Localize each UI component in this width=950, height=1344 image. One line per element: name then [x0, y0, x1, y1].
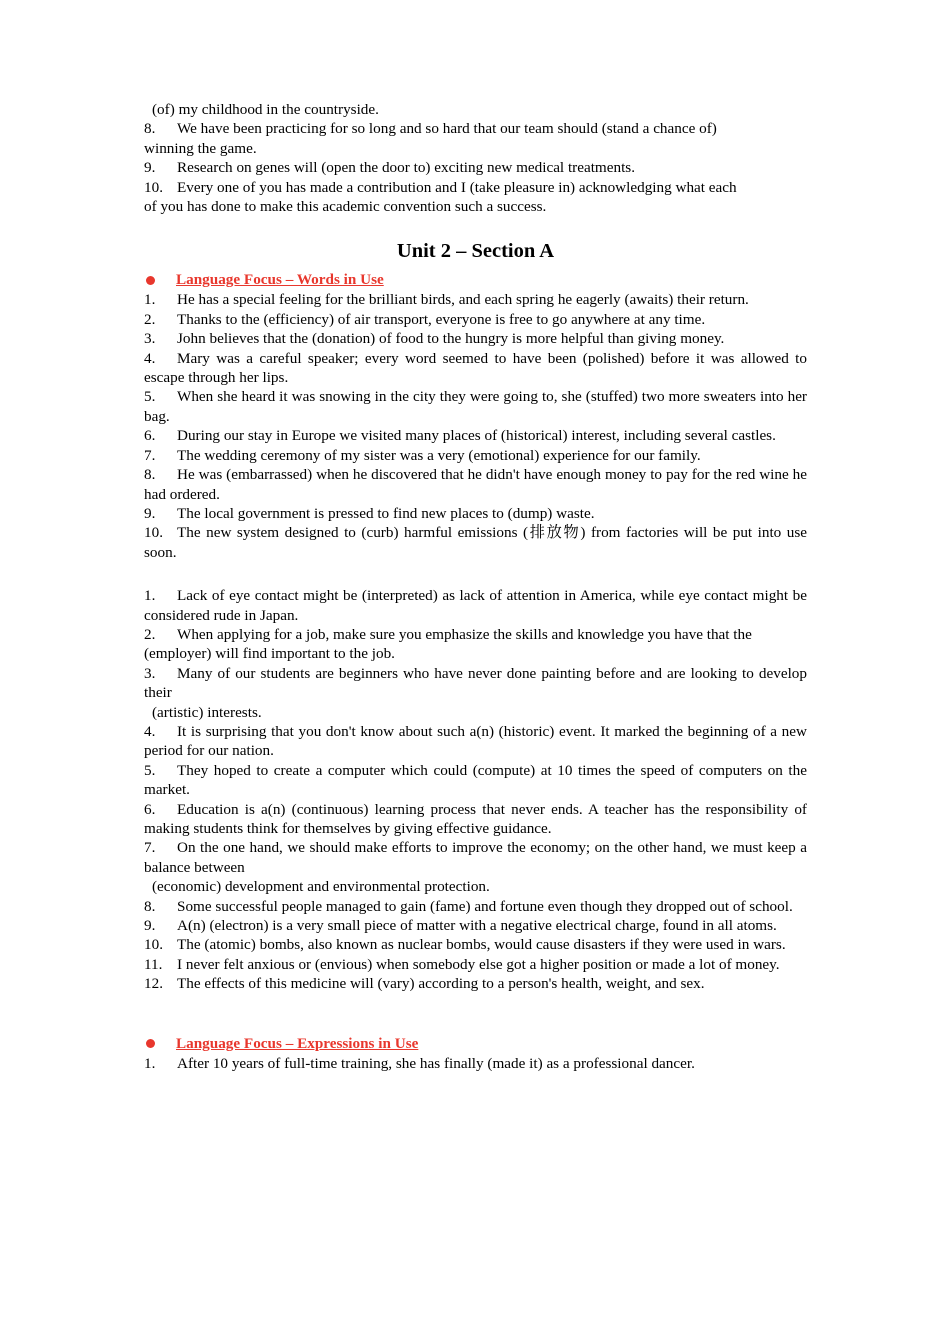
list-item — [144, 974, 807, 993]
item-number: 3. — [144, 330, 156, 348]
item-text: The (atomic) bombs, also known as nuclear bombs, would cause disasters if they were used in wars. — [177, 936, 786, 954]
item-number: 8. — [144, 897, 156, 915]
section-heading-words — [144, 270, 807, 290]
item-number: 9. — [144, 917, 156, 935]
text-line: of you has done to make this academic convention such a success. — [144, 198, 547, 216]
list-item — [144, 119, 807, 138]
list-item — [144, 290, 807, 309]
list-item — [144, 586, 807, 625]
list-item — [144, 916, 807, 935]
item-text: When applying for a job, make sure you emphasize the skills and knowledge you have that the — [177, 625, 752, 643]
item-number: 10. — [144, 936, 163, 954]
list-item — [144, 523, 807, 562]
list-item — [144, 1054, 807, 1073]
item-text: I never felt anxious or (envious) when somebody else got a higher position or made a lot of money. — [177, 955, 780, 973]
item-number: 6. — [144, 800, 156, 818]
item-text: Thanks to the (efficiency) of air transport, everyone is free to go anywhere at any time. — [177, 310, 706, 328]
item-text: It is surprising that you don't know about such a(n) (historic) event. It marked the beginning of a new period for our nation. — [144, 722, 807, 760]
list-item — [144, 329, 807, 348]
item-number: 12. — [144, 975, 163, 993]
item-text: A(n) (electron) is a very small piece of matter with a negative electrical charge, found in all atoms. — [177, 917, 777, 935]
list-item — [144, 446, 807, 465]
item-continuation: (employer) will find important to the job. — [144, 645, 395, 663]
item-number: 7. — [144, 446, 156, 464]
item-number: 5. — [144, 761, 156, 779]
item-number: 10. — [144, 524, 163, 542]
item-number: 6. — [144, 427, 156, 445]
item-number: 2. — [144, 310, 156, 328]
item-text: Mary was a careful speaker; every word seemed to have been (polished) before it was allowed to escape through her lips. — [144, 349, 807, 387]
expressions-in-use-list — [144, 1054, 807, 1073]
item-text: After 10 years of full-time training, she has finally (made it) as a professional dancer. — [177, 1054, 695, 1072]
item-text: They hoped to create a computer which could (compute) at 10 times the speed of computers on the market. — [144, 761, 807, 799]
item-text: Every one of you has made a contribution and I (take pleasure in) acknowledging what each — [177, 178, 737, 196]
item-number: 2. — [144, 625, 156, 643]
list-item — [144, 310, 807, 329]
list-item — [144, 387, 807, 426]
item-text: When she heard it was snowing in the city they were going to, she (stuffed) two more sweaters into her bag. — [144, 388, 807, 425]
list-item — [144, 664, 807, 703]
item-number: 4. — [144, 722, 156, 740]
document-page — [144, 100, 807, 1073]
item-text: The effects of this medicine will (vary) according to a person's health, weight, and sex. — [177, 975, 705, 993]
item-text: Many of our students are beginners who have never done painting before and are looking to develop their — [144, 664, 807, 702]
list-item — [144, 722, 807, 761]
item-text: During our stay in Europe we visited many places of (historical) interest, including several castles. — [177, 427, 776, 445]
item-text: We have been practicing for so long and so hard that our team should (stand a chance of) — [177, 120, 717, 138]
item-number: 8. — [144, 120, 156, 138]
item-text: He was (embarrassed) when he discovered that he didn't have enough money to pay for the red wine he had ordered. — [144, 466, 807, 503]
item-number: 5. — [144, 388, 156, 406]
item-continuation: (economic) development and environmental protection. — [152, 878, 490, 896]
item-text: Some successful people managed to gain (fame) and fortune even though they dropped out of school. — [177, 897, 793, 915]
list-item — [144, 935, 807, 954]
item-continuation: (artistic) interests. — [152, 703, 262, 721]
list-item — [144, 897, 807, 916]
heading-text: Language Focus – Words in Use — [176, 271, 384, 289]
item-number: 1. — [144, 291, 156, 309]
item-text: The wedding ceremony of my sister was a very (emotional) experience for our family. — [177, 446, 701, 464]
text-line: winning the game. — [144, 139, 257, 157]
list-item — [144, 178, 807, 197]
item-number: 10. — [144, 178, 163, 196]
item-number: 11. — [144, 955, 163, 973]
list-item — [144, 504, 807, 523]
list-item — [144, 625, 807, 644]
bullet-icon — [146, 276, 155, 285]
bullet-icon — [146, 1039, 155, 1048]
list-item — [144, 465, 807, 504]
list-item — [144, 349, 807, 388]
heading-text: Language Focus – Expressions in Use — [176, 1034, 419, 1052]
item-number: 8. — [144, 466, 156, 484]
list-item — [144, 838, 807, 877]
item-number: 4. — [144, 349, 156, 367]
previous-section-continuation — [144, 100, 807, 216]
item-number: 9. — [144, 504, 156, 522]
item-number: 9. — [144, 159, 156, 177]
item-number: 3. — [144, 664, 156, 682]
item-number: 1. — [144, 1054, 156, 1072]
item-text: On the one hand, we should make efforts to improve the economy; on the other hand, we must keep a balance between — [144, 839, 807, 876]
item-text: John believes that the (donation) of food to the hungry is more helpful than giving money. — [177, 330, 725, 348]
item-text: Lack of eye contact might be (interpreted) as lack of attention in America, while eye contact might be considered rude in Japan. — [144, 587, 807, 624]
list-item — [144, 761, 807, 800]
item-text: Research on genes will (open the door to) exciting new medical treatments. — [177, 159, 636, 177]
item-text: The new system designed to (curb) harmful emissions (排放物) from factories will be put into use soon. — [144, 524, 807, 561]
list-item — [144, 955, 807, 974]
words-in-use-list — [144, 290, 807, 562]
unit-title: Unit 2 – Section A — [396, 240, 555, 263]
item-text: He has a special feeling for the brilliant birds, and each spring he eagerly (awaits) their return. — [177, 291, 749, 309]
item-number: 7. — [144, 839, 156, 857]
section-heading-expressions — [144, 1034, 807, 1054]
list-item — [144, 426, 807, 445]
words-in-use-list-2 — [144, 586, 807, 994]
item-text: Education is a(n) (continuous) learning process that never ends. A teacher has the responsibility of making students think for themselves by giving effective guidance. — [144, 800, 807, 837]
item-text: The local government is pressed to find new places to (dump) waste. — [177, 504, 595, 522]
item-number: 1. — [144, 587, 156, 605]
text-line: (of) my childhood in the countryside. — [152, 101, 379, 118]
list-item — [144, 800, 807, 839]
list-item — [144, 158, 807, 177]
